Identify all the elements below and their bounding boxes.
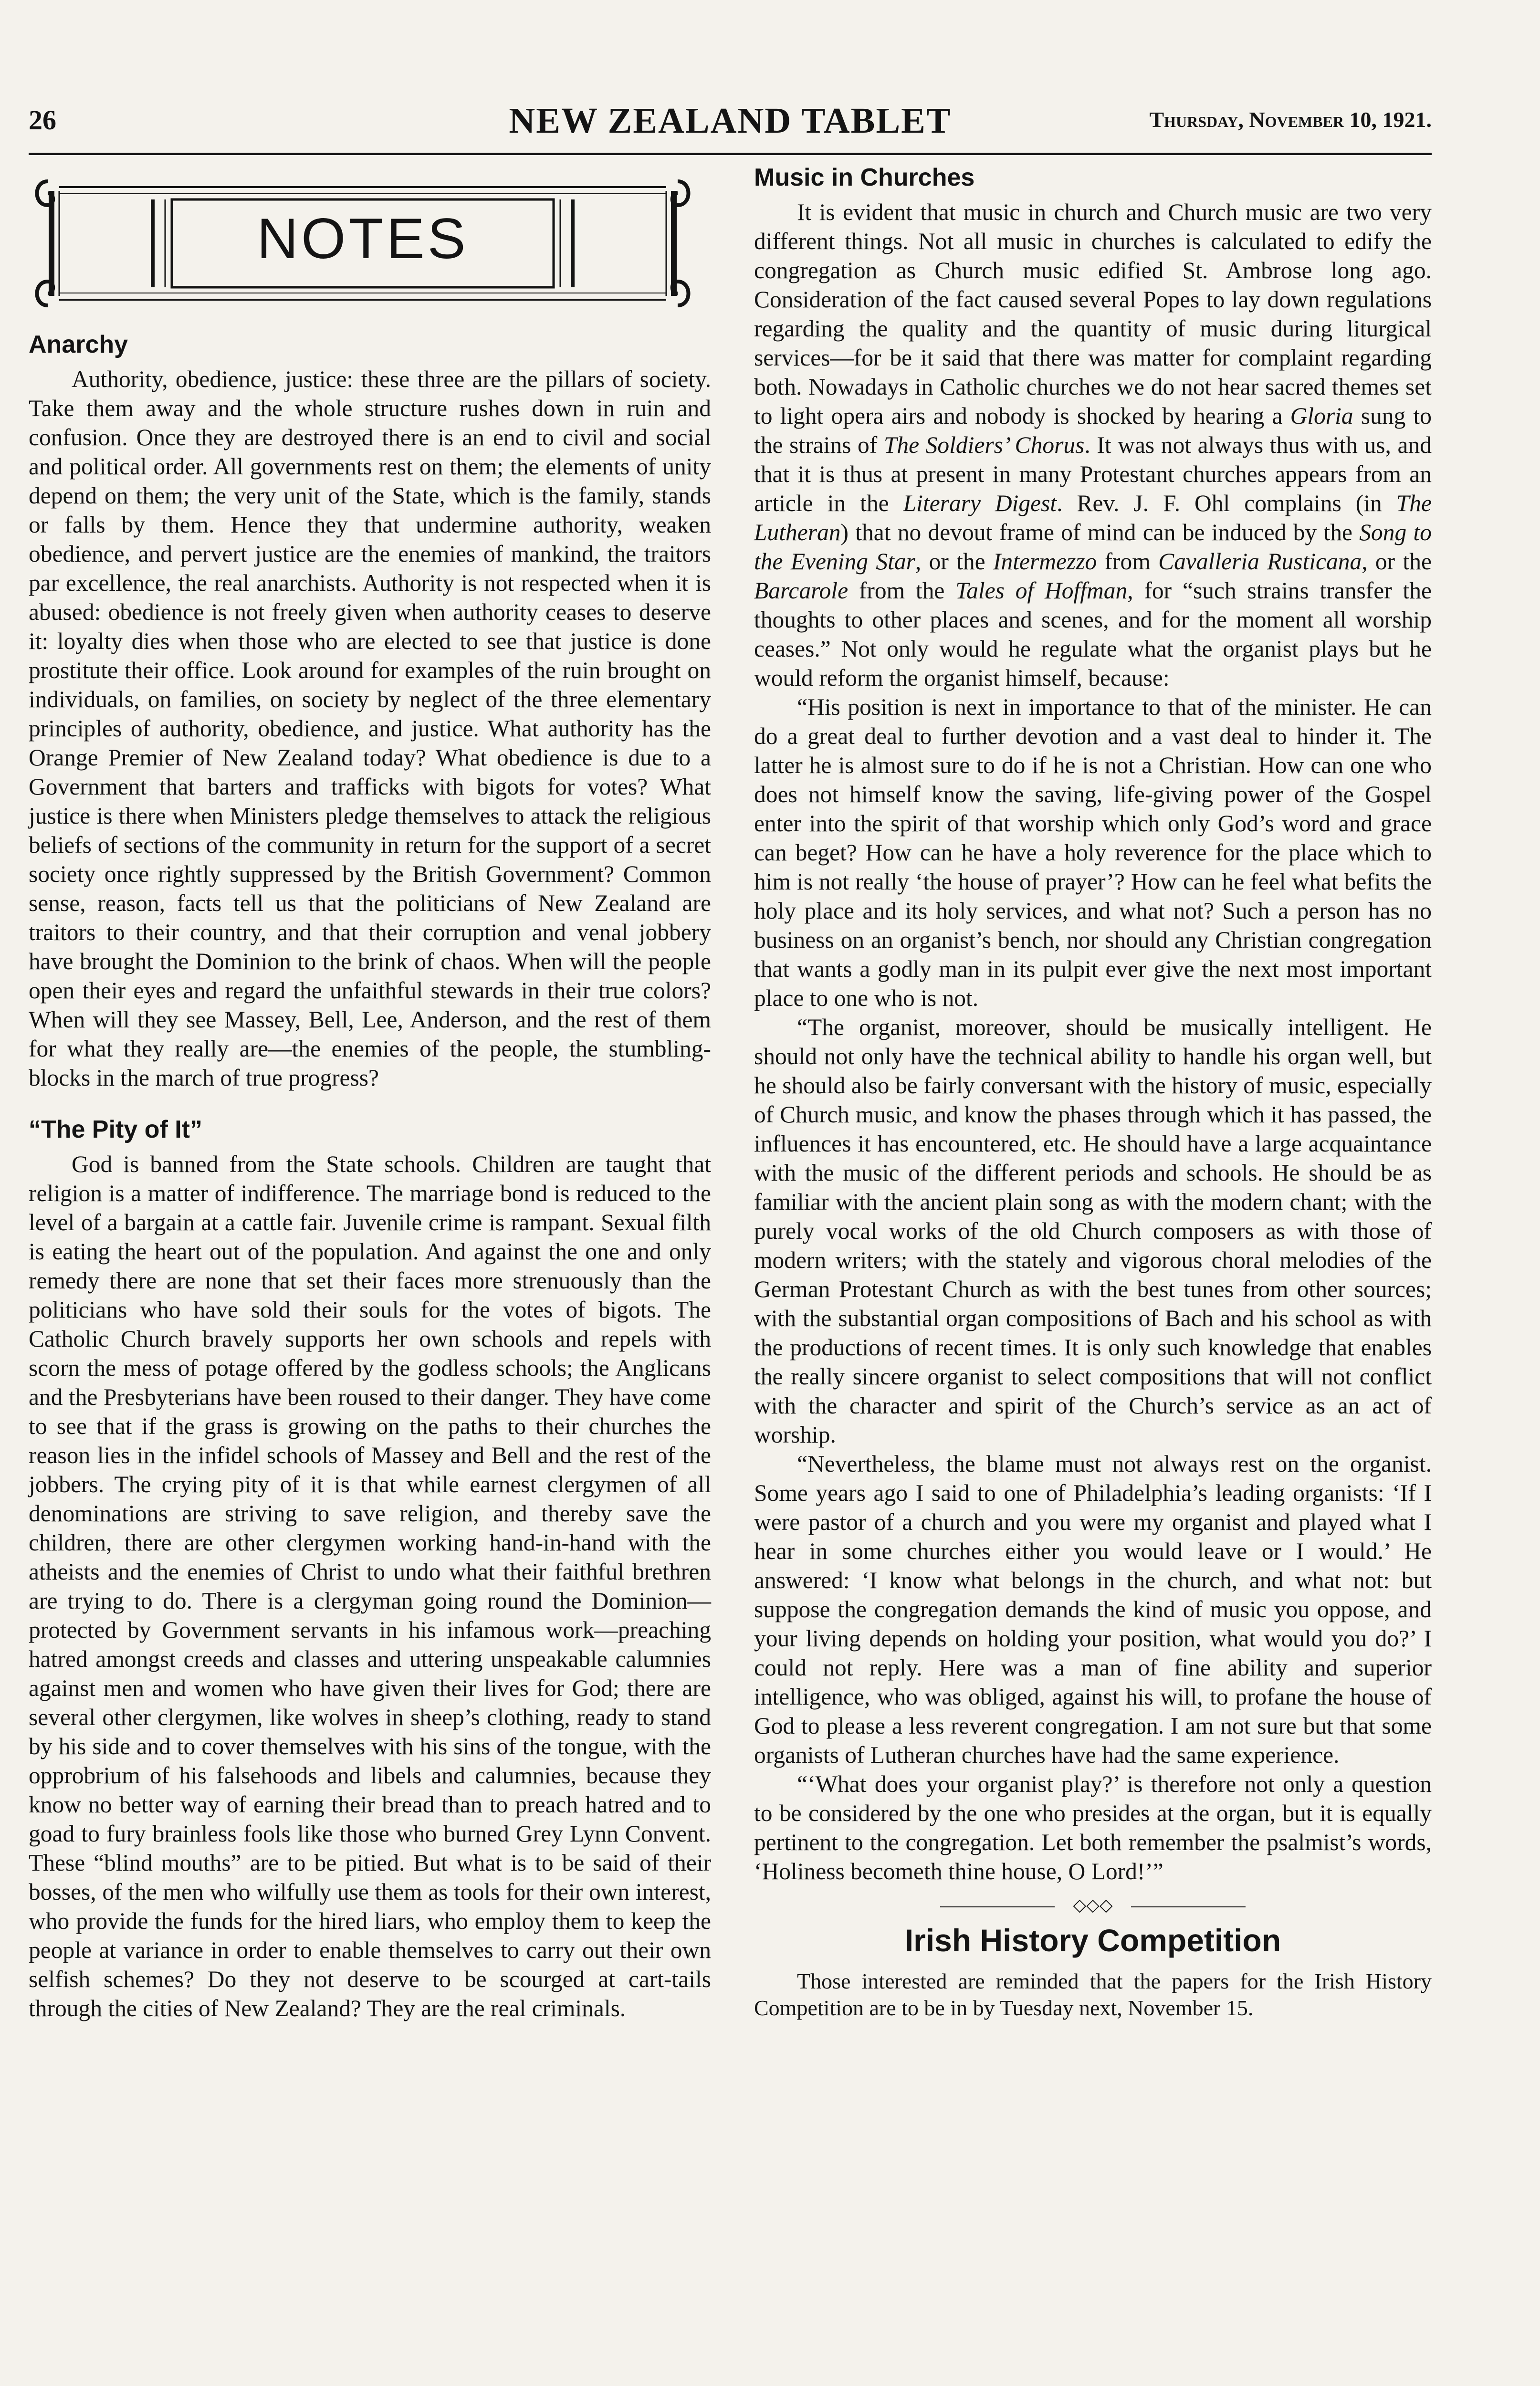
music-paragraph-1: It is evident that music in church and Church music are two very different things. Not all music in churches is calculated to edify the congregation as Church music edified St. Ambrose long ago. Consideration of the fact caused several Popes to lay down regulations regarding the quality and the quantity of music during liturgical services—for be it said that there was matter for complaint regarding both. Nowadays in Catholic churches we do not hear sacred themes set to light opera airs and nobody is shocked by hearing a Gloria sung to the strains of The Soldiers’ Chorus. It was not always thus with us, and that it is thus at present in many Protestant churches appears from an article in the Literary Digest. Rev. J. F. Ohl complains (in The Lutheran) that no devout frame of mind can be induced by the Song to the Evening Star, or the Intermezzo from Cavalleria Rusticana, or the Barcarole from the Tales of Hoffman, for “such strains transfer the thoughts to other places and scenes, and for the moment all worship ceases.” Not only would he regulate what the organist plays but he would reform the organist himself, because: <box>754 199 1432 691</box>
music-heading: Music in Churches <box>754 164 975 191</box>
issue-date: Thursday, November 10, 1921. <box>1149 107 1432 132</box>
pity-article <box>29 1150 711 2023</box>
anarchy-paragraph: Authority, obedience, justice: these three are the pillars of society. Take them away and the whole structure rushes down in ruin and confusion. Once they are destroyed there is an end to civil and social and political order. All governments rest on them; the elements of unity depend on them; the very unit of the State, which is the family, stands or falls by them. Hence they that undermine authority, weaken obedience, and pervert justice are the enemies of mankind, the traitors par excellence, the real anarchists. Authority is not respected when it is abused: obedience is not freely given when authority ceases to deserve it: loyalty dies when those who are elected to see that justice is done prostitute their office. Look around for examples of the ruin brought on individuals, on families, on society by neglect of the three elementary principles of authority, obedience, and justice. What authority has the Orange Premier of New Zealand today? What obedience is due to a Government that barters and trafficks with bigots for votes? What justice is there when Ministers pledge themselves to attack the religious beliefs of sections of the community in return for the support of a secret society once rightly suppressed by the British Government? Common sense, reason, facts tell us that the politicians of New Zealand are traitors to their country, and that their corruption and venal jobbery have brought the Dominion to the brink of chaos. When will the people open their eyes and regard the unfaithful stewards in their true colors? When will they see Massey, Bell, Lee, Anderson, and the rest of them for what they really are—the enemies of the people, the stumbling-blocks in the march of true progress? <box>29 366 711 1091</box>
music-paragraph-4: “Nevertheless, the blame must not always rest on the organist. Some years ago I said to one of Philadelphia’s leading organists: ‘If I were pastor of a church and you were my organist and played what I hear in some churches either you would leave or I would.’ He answered: ‘I know what belongs in the church, and what not: but suppose the congregation demands the kind of music you oppose, and your living depends on holding your position, what would you do?’ I could not reply. Here was a man of fine ability and superior intelligence, who was obliged, against his will, to profane the house of God to please a less reverent congregation. I am not sure but that some organists of Lutheran churches have had the same experience. <box>754 1451 1432 1768</box>
right-column <box>754 162 1432 2021</box>
left-column <box>29 162 711 2023</box>
music-paragraph-2: “His position is next in importance to that of the minister. He can do a great deal to further devotion and a vast deal to hinder it. The latter he is almost sure to do if he is not a Christian. How can one who does not himself know the saving, life-giving power of the Gospel enter into the spirit of that worship which only God’s word and grace can beget? How can he have a holy reverence for the place which to him is not really ‘the house of prayer’? How can he feel what befits the holy place and its holy services, and what not? Such a person has no business on an organist’s bench, nor should any Christian congregation that wants a godly man in its pulpit ever give the next most important place to one who is not. <box>754 694 1432 1011</box>
pity-heading: “The Pity of It” <box>29 1116 202 1143</box>
music-paragraph-5: “‘What does your organist play?’ is therefore not only a question to be considered by the one who presides at the organ, but it is equally pertinent to the congregation. Let both remember the psalmist’s words, ‘Holiness becometh thine house, O Lord!’” <box>754 1771 1432 1884</box>
page-header <box>29 100 1432 143</box>
music-article <box>754 198 1432 1886</box>
anarchy-article <box>29 365 711 1092</box>
notes-title: NOTES <box>257 207 469 271</box>
section-divider <box>940 1895 1246 1915</box>
competition-heading: Irish History Competition <box>904 1923 1281 1958</box>
competition-notice <box>754 1968 1432 2021</box>
music-paragraph-3: “The organist, moreover, should be musically intelligent. He should not only have the technical ability to handle his organ well, but he should also be fairly conversant with the history of music, especially of Church music, and know the phases through which it has passed, the influences it has encountered, etc. He should have a large acquaintance with the music of the different periods and schools. He should be as familiar with the ancient plain song as with the modern chant; with the purely vocal works of the old Church composers as with those of modern writers; with the stately and vigorous choral melodies of the German Protestant Church as with the best tunes from other sources; with the substantial organ compositions of Bach and his school as with the productions of recent times. It is only such knowledge that enables the really sincere organist to select compositions that will not conflict with the character and spirit of the Church’s service as an act of worship. <box>754 1014 1432 1448</box>
competition-paragraph: Those interested are reminded that the papers for the Irish History Competition are to be in by Tuesday next, November 15. <box>754 1969 1432 2020</box>
divider-line-left <box>940 1906 1055 1907</box>
divider-ornament: ◇◇◇ <box>1073 1895 1113 1915</box>
divider-line-right <box>1131 1906 1246 1907</box>
header-rule <box>29 153 1432 155</box>
pity-paragraph: God is banned from the State schools. Children are taught that religion is a matter of indifference. The marriage bond is reduced to the level of a bargain at a cattle fair. Juvenile crime is rampant. Sexual filth is eating the heart out of the population. And against the one and only remedy there are none that set their faces more strenuously than the politicians who have sold their souls for the votes of bigots. The Catholic Church bravely supports her own schools and repels with scorn the mess of potage offered by the godless schools; the Anglicans and the Presbyterians have been roused to their danger. They have come to see that if the grass is growing on the paths to their churches the reason lies in the infidel schools of Massey and Bell and the rest of the jobbers. The crying pity of it is that while earnest clergymen of all denominations are striving to save religion, and thereby save the children, there are other clergymen working hand-in-hand with the atheists and the enemies of Christ to undo what their faithful brethren are trying to do. There is a clergyman going round the Dominion—protected by Government servants in his infamous work—preaching hatred amongst creeds and classes and uttering unspeakable calumnies against men and women who have given their lives for God; there are several other clergymen, like wolves in sheep’s clothing, ready to stand by his side and to cover themselves with his sins of the tongue, with the opprobrium of his falsehoods and libels and calumnies, because they know no better way of earning their bread than to preach hatred and to goad to fury brainless fools like those who burned Grey Lynn Convent. These “blind mouths” are to be pitied. But what is to be said of their bosses, of the men who wilfully use them as tools for their own interest, who provide the funds for the hired liars, who employ them to keep the people at variance in order to enable themselves to carry out their own selfish schemes? Do they not deserve to be scourged at cart-tails through the cities of New Zealand? They are the real criminals. <box>29 1151 711 2021</box>
notes-banner <box>29 162 697 324</box>
masthead: NEW ZEALAND TABLET <box>509 101 952 141</box>
page-number: 26 <box>29 105 56 136</box>
anarchy-heading: Anarchy <box>29 331 128 358</box>
